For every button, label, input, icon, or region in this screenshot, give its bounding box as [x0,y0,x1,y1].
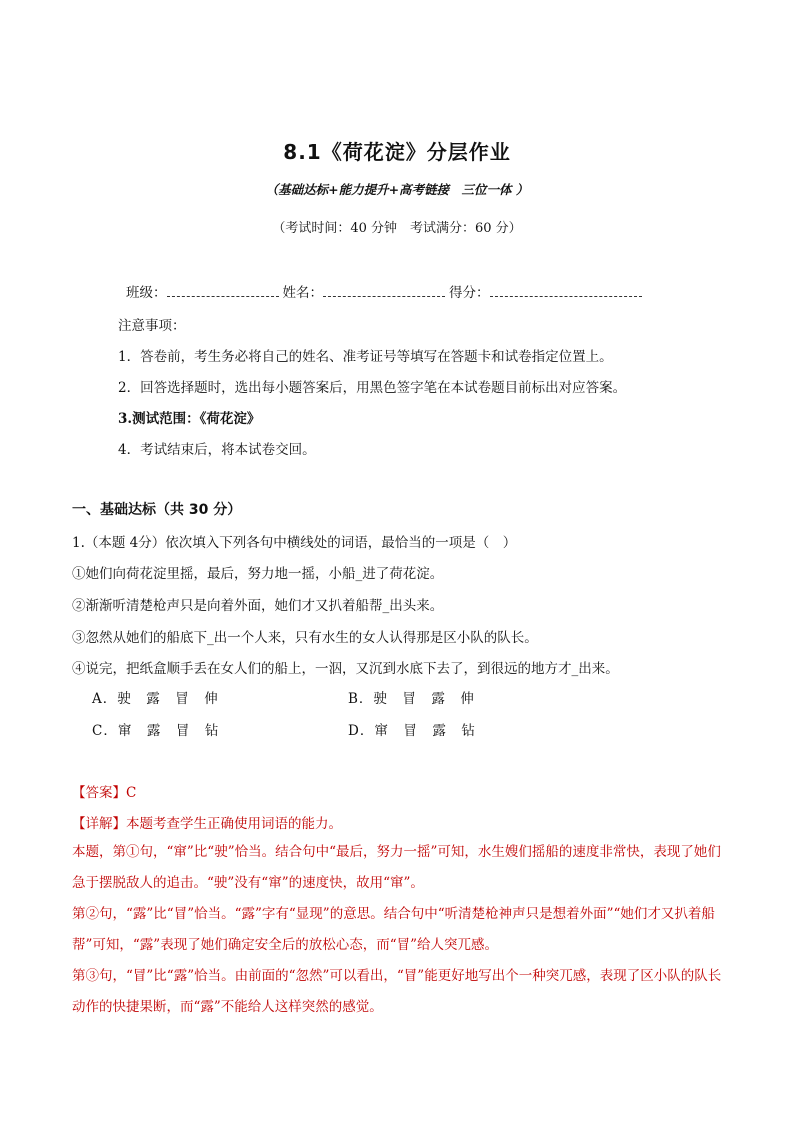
answer-line [72,781,136,801]
explanation-paragraph: 第③句，“冒”比“露”恰当。由前面的“忽然”可以看出，“冒”能更好地写出个一种突兀感，表现了区小队的队长动作的快捷果断，而“露”不能给人这样突然的感觉。 [72,968,722,1015]
question-stem: 1.（本题 4分）依次填入下列各句中横线处的词语，最恰当的一项是（ ） [72,535,517,551]
page-subtitle: （基础达标+能力提升+高考链接 三位一体 ） [265,182,529,197]
question-sentence: ④说完，把纸盒顺手丢在女人们的船上，一泅，又沉到水底下去了，到很远的地方才_出来。 [72,661,619,677]
detail-tag: 【详解】 [72,816,126,832]
option-d: D．窜 冒 露 钻 [348,723,476,739]
note-item: 3.测试范围：《荷花淀》 [118,411,261,427]
question-sentence: ①她们向荷花淀里摇，最后，努力地一摇，小船_进了荷花淀。 [72,566,444,582]
page-title: 8.1《荷花淀》分层作业 [283,140,511,164]
class-blank [167,282,279,297]
section-title: 一、基础达标（共 30 分） [72,502,242,518]
option-a: A．驶 露 冒 伸 [92,691,219,707]
option-c: C．窜 露 冒 钻 [92,723,220,739]
explanation-paragraph: 第②句，“露”比“冒”恰当。“露”字有“显现”的意思。结合句中“听清楚枪神声只是想着外面”“她们才又扒着船帮”可知，“露”表现了她们确定安全后的放松心态，而“冒”给人突兀感。 [72,906,715,953]
question-sentence: ②渐渐听清楚枪声只是向着外面，她们才又扒着船帮_出头来。 [72,598,444,614]
answer-value: C [126,785,137,801]
score-label: 得分： [449,285,490,301]
score-blank [490,282,642,297]
detail-text: 本题考查学生正确使用词语的能力。 [126,816,342,832]
explanation-paragraph: 本题，第①句，“窜”比“驶”恰当。结合句中“最后，努力一摇”可知，水生嫂们摇船的速度非常快，表现了她们急于摆脱敌人的追击。“驶”没有“窜”的速度快，故用“窜”。 [72,844,721,891]
note-item: 2．回答选择题时，选出每小题答案后，用黑色签字笔在本试卷题目前标出对应答案。 [118,380,627,396]
name-label: 姓名： [282,285,323,301]
class-label: 班级： [126,285,167,301]
option-b: B．驶 冒 露 伸 [348,691,475,707]
note-item: 1．答卷前，考生务必将自己的姓名、准考证号等填写在答题卡和试卷指定位置上。 [118,349,613,365]
question-sentence: ③忽然从她们的船底下_出一个人来，只有水生的女人认得那是区小队的队长。 [72,630,538,646]
notes-title: 注意事项： [118,318,186,334]
exam-info: （考试时间：40 分钟 考试满分：60 分） [272,221,522,236]
student-info-row [126,281,642,301]
note-item: 4．考试结束后，将本试卷交回。 [118,442,316,458]
detail-line [72,812,342,832]
answer-tag: 【答案】 [72,785,126,801]
name-blank [323,282,445,297]
